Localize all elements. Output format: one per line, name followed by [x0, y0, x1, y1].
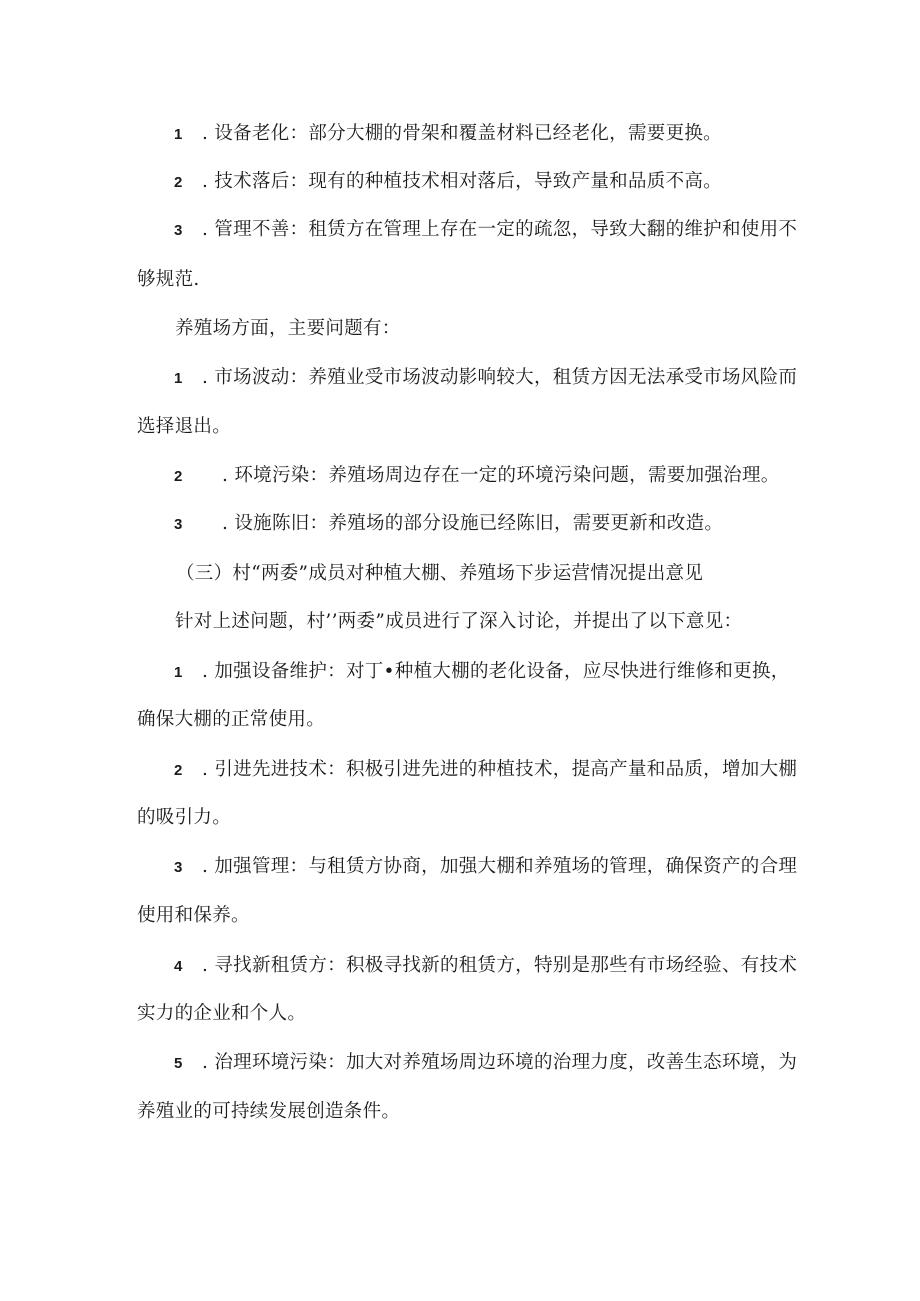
list-item: [174, 120, 722, 149]
item-number: 2: [174, 468, 183, 485]
item-text: . 引进先进技术：积极引进先进的种植技术，提高产量和品质，增加大棚: [202, 759, 798, 780]
item-text: 实力的企业和个人。: [137, 1003, 307, 1024]
list-item: [174, 756, 797, 785]
continuation-line: [137, 1000, 306, 1028]
continuation-line: [137, 902, 250, 930]
list-item: [174, 1049, 797, 1078]
section-heading: [176, 560, 703, 588]
continuation-line: [137, 413, 231, 441]
list-item: [174, 510, 723, 539]
paragraph: [175, 608, 742, 636]
item-number: 3: [174, 859, 183, 876]
list-item: [174, 168, 722, 197]
item-text: 养殖业的可持续发展创造条件。: [137, 1101, 401, 1122]
paragraph: [175, 315, 401, 343]
item-text: 选择退出。: [137, 416, 232, 437]
continuation-line: [137, 804, 231, 832]
heading-text: （三）村“两委”成员对种植大棚、养殖场下步运营情况提出意见: [176, 563, 704, 584]
item-number: 3: [174, 222, 183, 239]
continuation-line: [137, 1098, 400, 1126]
item-text: . 加强设备维护：对丁•种植大棚的老化设备，应尽快进行维修和更换，: [202, 661, 790, 682]
item-number: 4: [174, 958, 183, 975]
list-item: [174, 462, 780, 491]
item-text: . 管理不善：租赁方在管理上存在一定的疏忽，导致大翻的维护和使用不: [202, 219, 798, 240]
item-text: 够规范.: [137, 269, 200, 290]
item-number: 1: [174, 370, 183, 387]
list-item: [174, 216, 797, 245]
continuation-line: [137, 706, 325, 734]
item-text: . 加强管理：与租赁方协商，加强大棚和养殖场的管理，确保资产的合理: [202, 856, 798, 877]
item-number: 2: [174, 174, 183, 191]
item-text: 确保大棚的正常使用。: [137, 709, 326, 730]
item-number: 3: [174, 516, 183, 533]
list-item: [174, 952, 797, 981]
list-item: [174, 364, 797, 393]
continuation-line: [137, 266, 200, 294]
item-text: . 治理环境污染：加大对养殖场周边环境的治理力度，改善生态环境，为: [202, 1052, 798, 1073]
paragraph-text: 养殖场方面，主要问题有：: [175, 318, 401, 339]
item-text: 的吸引力。: [137, 807, 232, 828]
item-number: 5: [174, 1055, 183, 1072]
item-text: . 环境污染：养殖场周边存在一定的环境污染问题，需要加强治理。: [222, 465, 780, 486]
list-item: [174, 658, 790, 687]
item-text: . 设备老化：部分大棚的骨架和覆盖材料已经老化，需要更换。: [202, 123, 722, 144]
item-text: 使用和保养。: [137, 905, 250, 926]
item-text: . 市场波动：养殖业受市场波动影响较大，租赁方因无法承受市场风险而: [202, 367, 798, 388]
item-text: . 技术落后：现有的种植技术相对落后，导致产量和品质不高。: [202, 171, 722, 192]
item-number: 1: [174, 664, 183, 681]
item-number: 1: [174, 126, 183, 143]
item-text: . 寻找新租赁方：积极寻找新的租赁方，特别是那些有市场经验、有技术: [202, 955, 798, 976]
item-number: 2: [174, 762, 183, 779]
paragraph-text: 针对上述问题，村’’两委”成员进行了深入讨论，并提出了以下意见：: [175, 611, 743, 632]
list-item: [174, 853, 797, 882]
item-text: . 设施陈旧：养殖场的部分设施已经陈旧，需要更新和改造。: [222, 513, 724, 534]
